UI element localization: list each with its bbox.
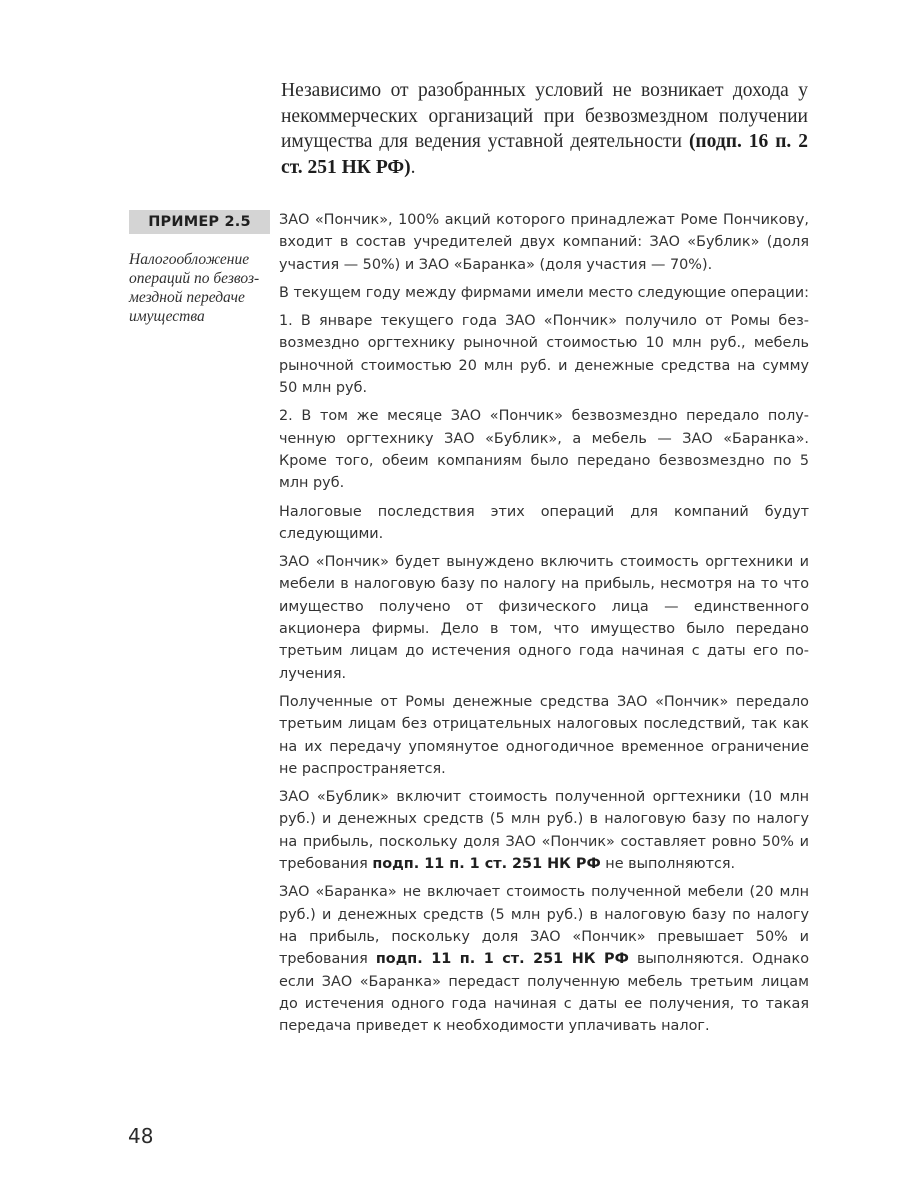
paragraph: ЗАО «Пончик», 100% акций которого принадлежат Роме Пончикову, входит в состав учредителей двух компаний: ЗАО «Бублик» (доля участия — 50%) и ЗАО «Баранка» (доля участия — 70%). [279, 212, 809, 273]
legal-reference: подп. 11 п. 1 ст. 251 НК РФ [372, 856, 601, 873]
intro-legal-reference: (подп. 16 п. 2 ст. 251 НК РФ) [281, 131, 808, 178]
paragraph: В текущем году между фирмами имели место следующие операции: [279, 284, 809, 301]
intro-text: Независимо от разобранных условий не возникает дохода у некоммерческих организаций при безвозмездном получении имущества для ведения уставной деятельности [281, 80, 808, 152]
paragraph: 1. В январе текущего года ЗАО «Пончик» получило от Ромы безвозмездно оргтехнику рыночной стоимостью 10 млн руб., мебель рыночной стоимостью 20 млн руб. и денежные средства на сумму 50 млн руб. [279, 313, 809, 397]
paragraph: Налоговые последствия этих операций для компаний будут следующими. [279, 503, 809, 542]
page-number: 48 [128, 1124, 154, 1148]
paragraph: ЗАО «Пончик» будет вынуждено включить стоимость оргтехники и мебели в налоговую базу по налогу на прибыль, несмотря на то что имущество получено от физического лица — единственного акционера фирмы. Дело в том, что имущество было передано третьим лицам до истечения одного года начиная с даты его получения. [279, 554, 809, 682]
intro-paragraph [281, 78, 808, 180]
example-caption: Налогообложение операций по безвозмездной передаче имущества [129, 251, 260, 325]
paragraph: Полученные от Ромы денежные средства ЗАО «Пончик» передало третьим лицам без отрицательных налоговых последствий, так как на их передачу упомянутое одногодичное временное ограничение не распространяется. [279, 693, 809, 777]
example-sidebar [129, 210, 270, 326]
paragraph: 2. В том же месяце ЗАО «Пончик» безвозмездно передало полученную оргтехнику ЗАО «Бублик», а мебель — ЗАО «Баранка». Кроме того, обеим компаниям было передано безвозмездно по 5 млн руб. [279, 408, 809, 492]
paragraph-text: не выполняются. [600, 856, 736, 873]
example-label: ПРИМЕР 2.5 [129, 210, 270, 234]
paragraph-text: ЗАО «Баранка» не включает стоимость полученной мебели (20 млн руб.) и денежных средств (5 млн руб.) в налоговую базу по налогу на прибыль, поскольку доля ЗАО «Пончик» превышает 50% и требования [279, 884, 809, 968]
paragraph [279, 881, 809, 1037]
intro-end: . [410, 156, 416, 178]
example-body [279, 209, 809, 1043]
legal-reference: подп. 11 п. 1 ст. 251 НК РФ [375, 951, 629, 968]
paragraph [279, 786, 809, 875]
paragraph-text: ЗАО «Бублик» включит стоимость полученной оргтехники (10 млн руб.) и денежных средств (5 млн руб.) в налоговую базу по налогу на прибыль, поскольку доля ЗАО «Пончик» составляет ровно 50% и требования [279, 789, 809, 873]
paragraph-text: выполняются. Однако если ЗАО «Баранка» передаст полученную мебель третьим лицам до истечения одного года начиная с даты ее получения, то такая передача приведет к необходимости уплачивать налог. [279, 951, 809, 1035]
